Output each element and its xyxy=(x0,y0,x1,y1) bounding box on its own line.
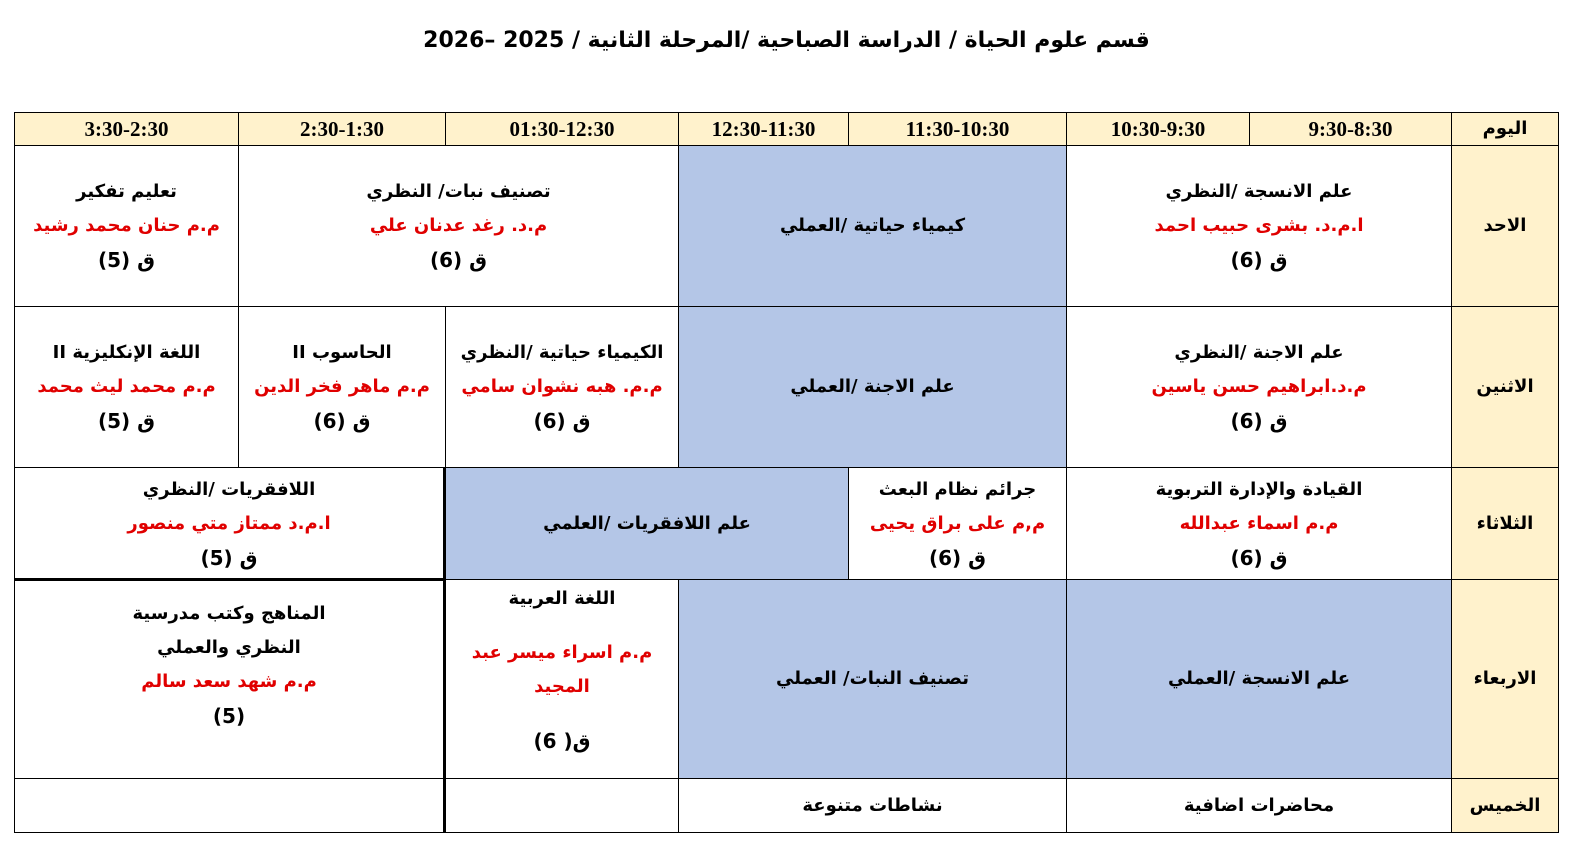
header-slot-3: 11:30-10:30 xyxy=(848,112,1067,146)
teacher: م.د.ابراهيم حسن ياسين xyxy=(1151,376,1367,397)
thursday-activities xyxy=(678,778,1067,833)
wednesday-plant-lab xyxy=(678,579,1067,779)
room: ق (6) xyxy=(313,409,371,433)
subject: نشاطات متنوعة xyxy=(802,794,943,816)
subject-line2: النظري والعملي xyxy=(157,637,301,658)
thursday-empty-cell xyxy=(445,778,679,833)
teacher: م.م محمد ليث محمد xyxy=(37,376,216,397)
subject: جرائم نظام البعث xyxy=(878,478,1037,500)
subject: اللغة الإنكليزية II xyxy=(52,342,201,363)
header-slot-5: 01:30-12:30 xyxy=(445,112,679,146)
wednesday-curricula xyxy=(14,578,446,779)
header-slot-6: 2:30-1:30 xyxy=(238,112,446,146)
day-thursday: الخميس xyxy=(1451,778,1559,833)
subject: علم الاجنة /العملي xyxy=(790,376,955,397)
subject: كيمياء حياتية /العملي xyxy=(779,215,966,236)
room: ق (5) xyxy=(97,248,156,272)
teacher: م,م على براق يحيى xyxy=(869,512,1046,534)
teacher: ا.م.د. بشرى حبيب احمد xyxy=(1154,215,1364,236)
page-title: قسم علوم الحياة / الدراسة الصباحية /المرحلة الثانية / 2025 –2026 xyxy=(423,28,1150,53)
subject-line1: المناهج وكتب مدرسية xyxy=(132,603,326,624)
subject: علم الانسجة /العملي xyxy=(1167,668,1351,689)
room: ق (6) xyxy=(1230,545,1288,570)
room: ق( 6) xyxy=(533,729,591,753)
tuesday-invertebrates-lab xyxy=(445,467,849,580)
monday-biochem-theory xyxy=(445,306,679,468)
monday-computer xyxy=(238,306,446,468)
wednesday-arabic xyxy=(445,579,679,779)
subject: الكيمياء حياتية /النظري xyxy=(460,342,664,363)
room: ق (6) xyxy=(928,545,987,570)
header-day: اليوم xyxy=(1451,112,1559,146)
teacher: م.م ماهر فخر الدين xyxy=(254,376,430,397)
subject: تصنيف نبات/ النظري xyxy=(366,181,551,202)
tuesday-invertebrates-theory xyxy=(14,467,446,580)
teacher: م.د. رغد عدنان علي xyxy=(369,215,548,236)
room: ق (6) xyxy=(1230,248,1288,272)
subject: علم الاجنة /النظري xyxy=(1174,342,1344,363)
thursday-empty-cell xyxy=(14,778,446,833)
header-slot-1: 9:30-8:30 xyxy=(1249,112,1452,146)
thursday-extra-lectures xyxy=(1066,778,1452,833)
teacher: م.م حنان محمد رشيد xyxy=(33,215,220,236)
monday-embryology-theory xyxy=(1066,306,1452,468)
header-slot-2: 10:30-9:30 xyxy=(1066,112,1250,146)
subject: اللافقريات /النظري xyxy=(142,478,316,500)
header-slot-4: 12:30-11:30 xyxy=(678,112,849,146)
header-slot-7: 3:30-2:30 xyxy=(14,112,239,146)
wednesday-histology-lab xyxy=(1066,579,1452,779)
subject: علم الانسجة /النظري xyxy=(1165,181,1353,202)
monday-english xyxy=(14,306,239,468)
day-sunday: الاحد xyxy=(1451,145,1559,307)
teacher: م.م شهد سعد سالم xyxy=(141,671,317,692)
subject: الحاسوب II xyxy=(292,342,392,363)
teacher-line1: م.م اسراء ميسر عبد xyxy=(471,642,653,663)
teacher: م.م. هبه نشوان سامي xyxy=(461,376,663,397)
room: ق (6) xyxy=(533,409,591,433)
teacher: م.م اسماء عبدالله xyxy=(1179,512,1339,534)
teacher: ا.م.د ممتاز متي منصور xyxy=(127,512,331,534)
tuesday-baath xyxy=(848,467,1067,580)
subject: القيادة والإدارة التربوية xyxy=(1155,478,1363,500)
room: (5) xyxy=(212,704,246,728)
teacher-line2: المجيد xyxy=(534,676,590,697)
subject: اللغة العربية xyxy=(508,588,616,609)
tuesday-leadership xyxy=(1066,467,1452,580)
subject: علم اللافقريات /العلمي xyxy=(543,512,751,534)
sunday-thinking xyxy=(14,145,239,307)
room: ق (6) xyxy=(429,248,488,272)
day-monday: الاثنين xyxy=(1451,306,1559,468)
subject: تصنيف النبات/ العملي xyxy=(776,668,969,689)
room: ق (5) xyxy=(200,545,258,570)
subject: محاضرات اضافية xyxy=(1183,794,1335,816)
room: ق (5) xyxy=(97,409,156,433)
monday-embryology-lab xyxy=(678,306,1067,468)
sunday-histology-theory xyxy=(1066,145,1452,307)
day-wednesday: الاربعاء xyxy=(1451,579,1559,779)
sunday-plant-taxonomy xyxy=(238,145,679,307)
subject: تعليم تفكير xyxy=(76,181,177,202)
day-tuesday: الثلاثاء xyxy=(1451,467,1559,580)
sunday-biochem-lab xyxy=(678,145,1067,307)
room: ق (6) xyxy=(1230,409,1288,433)
